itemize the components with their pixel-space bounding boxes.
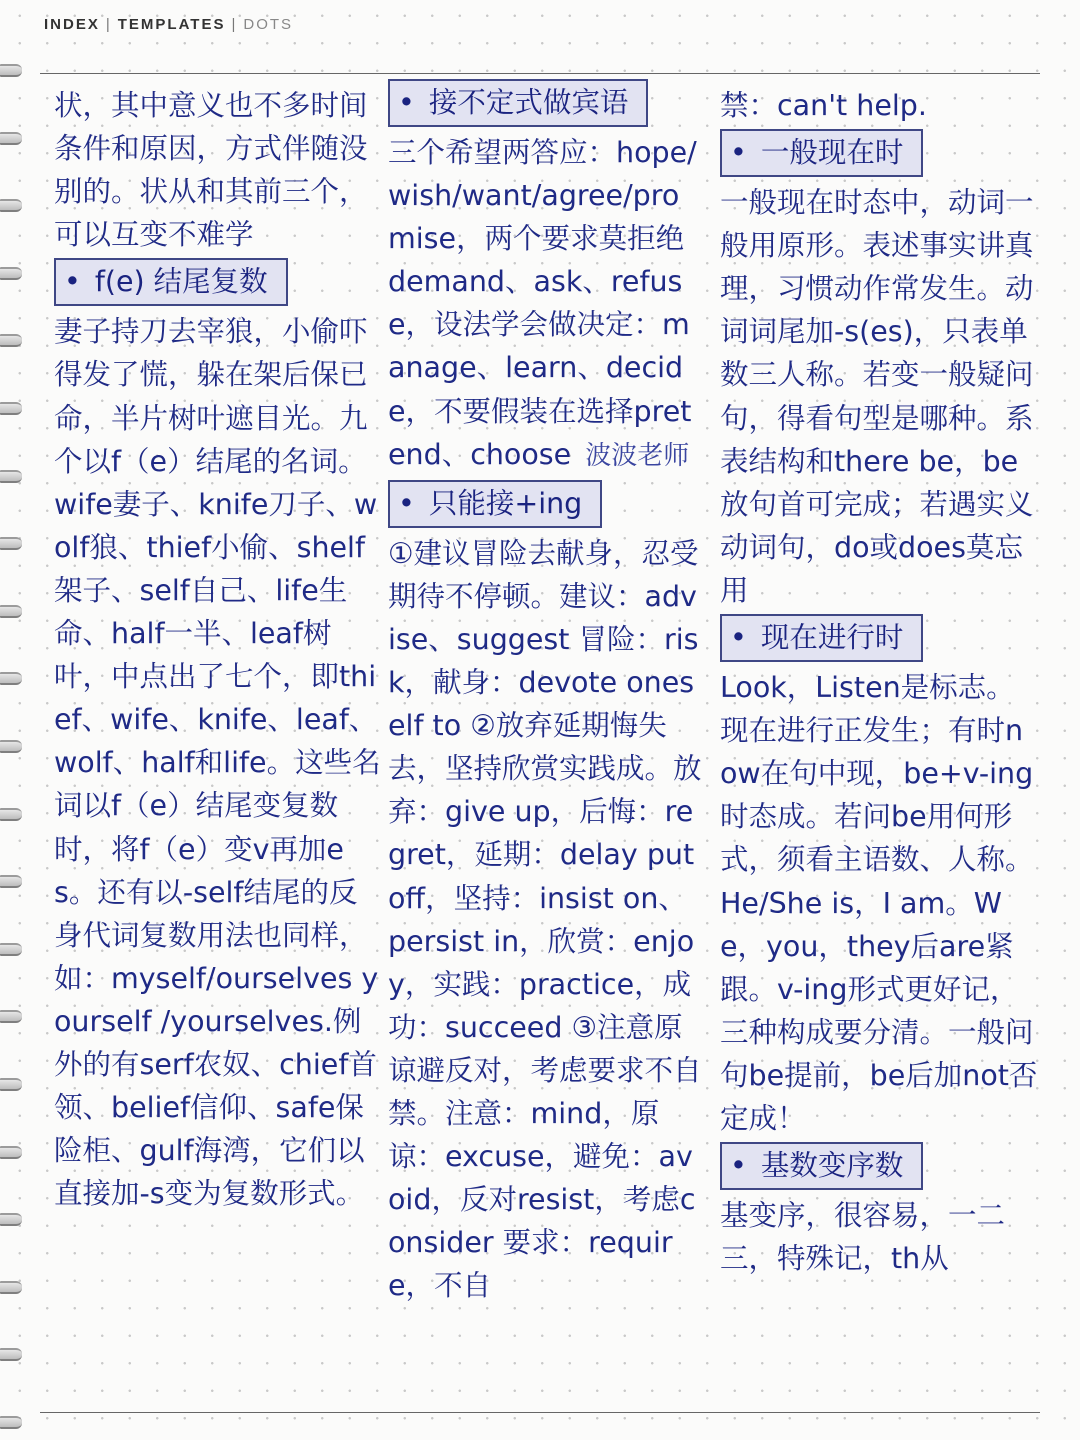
infinitive-paragraph-text: 三个希望两答应：hope/wish/want/agree/promise，两个要求莫拒绝demand、ask、refuse，设法学会做决定：manage、learn、decide，不要假装在选择pretend、choose [388, 136, 697, 471]
intro-paragraph: 状，其中意义也不多时间条件和原因，方式伴随没别的。状从和其前三个，可以互变不难学 [54, 89, 368, 252]
infinitive-paragraph [388, 131, 702, 478]
spiral-ring [0, 1078, 22, 1091]
bullet-dot-icon: • [730, 621, 747, 655]
spiral-ring [0, 1348, 22, 1361]
spiral-ring [0, 537, 22, 550]
column-3 [720, 84, 1040, 1414]
spiral-ring [0, 605, 22, 618]
cardinal-to-ordinal-paragraph: 基变序，很容易，一二三，特殊记，th从 [720, 1199, 1006, 1276]
column-2 [388, 77, 702, 1407]
spiral-ring [0, 199, 22, 212]
spiral-ring [0, 875, 22, 888]
continued-paragraph: 禁：can't help. [720, 89, 927, 122]
header-dots-link[interactable]: DOTS [243, 16, 294, 33]
heading-cardinal-to-ordinal-text: 基数变序数 [760, 1149, 904, 1183]
bullet-dot-icon: • [730, 136, 747, 170]
bullet-dot-icon: • [398, 86, 415, 119]
spiral-ring [0, 1281, 22, 1294]
spiral-ring [0, 1010, 22, 1023]
bullet-dot-icon: • [64, 265, 81, 299]
heading-fe-plural-text: f(e) 结尾复数 [94, 265, 268, 299]
spiral-ring [0, 64, 22, 77]
heading-only-ing [388, 480, 602, 528]
spiral-ring [0, 1213, 22, 1226]
present-progressive-paragraph: Look，Listen是标志。现在进行正发生；有时now在句中现，be+v-ing时态成。若问be用何形式，须看主语数、人称。He/She is，I am。We，you，they后are紧跟。v-ing形式更好记，三种构成要分清。一般问句be提前，be后加not否定成！ [720, 671, 1038, 1135]
header-templates-link[interactable]: TEMPLATES [117, 16, 226, 33]
fe-plural-paragraph: 妻子持刀去宰狼，小偷吓得发了慌，躲在架后保已命，半片树叶遮目光。九个以f（e）结尾的名词。wife妻子、knife刀子、wolf狼、thief小偷、shelf架子、self自己、life生命、half一半、leaf树叶，中点出了七个，即thief、wife、knife、leaf、wolf、half和life。这些名词以f（e）结尾变复数时，将f（e）变v再加es。还有以-self结尾的反身代词复数用法也同样，如：myself/ourselves yourself /yourselves.例外的有serf农奴、chief首领、belief信仰、safe保险柜、gulf海湾，它们以直接加-s变为复数形式。 [54, 315, 381, 1211]
spiral-ring [0, 267, 22, 280]
column-1 [54, 84, 384, 1414]
spiral-binding [0, 40, 26, 1440]
spiral-ring [0, 1146, 22, 1159]
heading-simple-present-text: 一般现在时 [760, 136, 904, 170]
bottom-rule [40, 1412, 1040, 1413]
heading-present-progressive-text: 现在进行时 [760, 621, 904, 655]
only-ing-paragraph: ①建议冒险去献身，忍受期待不停顿。建议：advise、suggest 冒险：risk，献身：devote oneself to ②放弃延期悔失去，坚持欣赏实践成。放弃：give up，后悔：regret，延期：delay put off，坚持：insist on、persist in，欣赏：enjoy，实践：practice，成功：succeed ③注意原谅避反对，考虑要求不自禁。注意：mind，原谅：excuse，避免：avoid，反对resist，考虑consider 要求：require，不自 [388, 536, 702, 1303]
spiral-ring [0, 402, 22, 415]
spiral-ring [0, 470, 22, 483]
spiral-ring [0, 1416, 22, 1429]
heading-infinitive-object-text: 接不定式做宾语 [428, 86, 629, 119]
watermark: 波波老师 [585, 440, 690, 471]
spiral-ring [0, 132, 22, 145]
page-header: INDEX | TEMPLATES | DOTS [44, 16, 294, 33]
spiral-ring [0, 808, 22, 821]
simple-present-paragraph: 一般现在时态中，动词一般用原形。表述事实讲真理，习惯动作常发生。动词词尾加-s(es)，只表单数三人称。若变一般疑问句，得看句型是哪种。系表结构和there be，be放句首可完成；若遇实义动词句，do或does莫忘用 [720, 186, 1034, 607]
spiral-ring [0, 672, 22, 685]
heading-infinitive-object [388, 79, 648, 127]
top-rule [40, 73, 1040, 74]
bullet-dot-icon: • [398, 486, 415, 520]
heading-only-ing-text: 只能接+ing [428, 486, 583, 520]
spiral-ring [0, 334, 22, 347]
heading-fe-plural [54, 258, 288, 306]
heading-present-progressive [720, 614, 923, 662]
heading-cardinal-to-ordinal [720, 1142, 923, 1190]
heading-simple-present [720, 129, 923, 177]
spiral-ring [0, 943, 22, 956]
bullet-dot-icon: • [730, 1149, 747, 1183]
spiral-ring [0, 740, 22, 753]
header-index-link[interactable]: INDEX [44, 16, 100, 33]
